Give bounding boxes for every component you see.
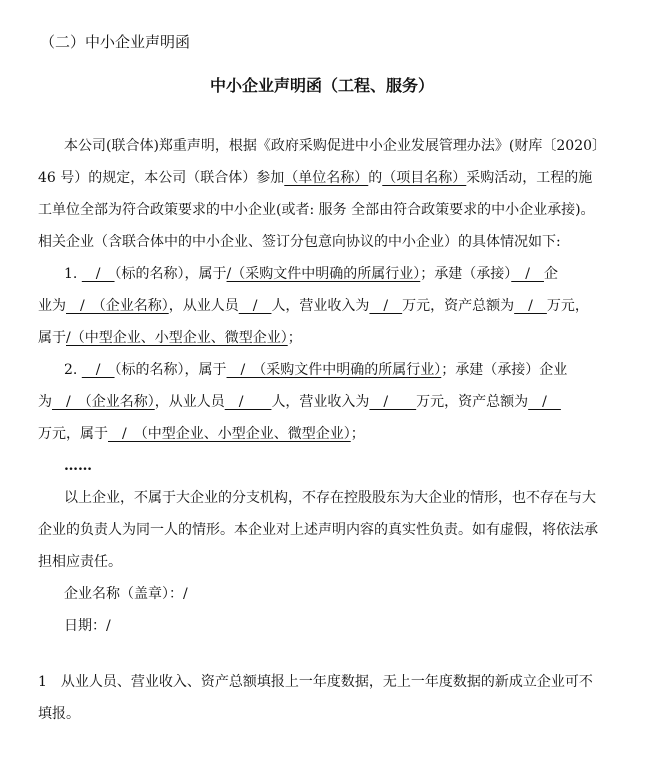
item-number: 2. bbox=[64, 362, 78, 378]
item-1-line-3 bbox=[38, 328, 302, 348]
industry-field: / （采购文件中明确的所属行业） bbox=[226, 362, 442, 378]
intro-text: 46 号）的规定，本公司（联合体）参加 bbox=[38, 170, 285, 186]
ellipsis: …… bbox=[64, 458, 92, 474]
company-name-field: / （企业名称） bbox=[66, 298, 169, 314]
item-text: ，从业人员 bbox=[154, 394, 225, 410]
assets-field: / bbox=[514, 298, 547, 314]
company-name-field: / （企业名称） bbox=[52, 394, 155, 410]
footnote-line-2: 填报。 bbox=[38, 706, 80, 722]
signature-date: 日期：/ bbox=[64, 618, 111, 634]
intro-line-1: 本公司(联合体)郑重声明，根据《政府采购促进中小企业发展管理办法》(财库〔2020〕 bbox=[64, 138, 607, 154]
assets-field: / bbox=[528, 394, 561, 410]
item-text: ，从业人员 bbox=[168, 298, 239, 314]
subject-field: / bbox=[81, 362, 115, 378]
item-text: 为 bbox=[38, 394, 52, 410]
item-2-line-3 bbox=[38, 424, 365, 444]
intro-line-3: 工单位全部为符合政策要求的中小企业(或者: 服务 全部由符合政策要求的中小企业承接)。 bbox=[38, 202, 595, 218]
intro-text: 采购活动，工程的施 bbox=[466, 170, 593, 186]
item-text: 属于 bbox=[38, 330, 66, 346]
item-text: 人，营业收入为 bbox=[271, 298, 370, 314]
intro-line-4: 相关企业（含联合体中的中小企业、签订分包意向协议的中小企业）的具体情况如下: bbox=[38, 234, 561, 250]
closing-line-2: 企业的负责人为同一人的情形。本企业对上述声明内容的真实性负责。如有虚假，将依法承 bbox=[38, 522, 598, 538]
item-text: 万元，属于 bbox=[38, 426, 108, 442]
item-1-line-1 bbox=[64, 264, 558, 284]
item-text: ；承建（承接） bbox=[420, 266, 512, 282]
industry-field: /（采购文件中明确的所属行业） bbox=[226, 266, 421, 282]
intro-line-2 bbox=[38, 168, 592, 188]
item-text: 万元， bbox=[546, 298, 589, 314]
item-number: 1. bbox=[64, 266, 78, 282]
item-text: ； bbox=[287, 330, 302, 346]
project-name-field: （项目名称） bbox=[382, 170, 467, 186]
item-text: 万元，资产总额为 bbox=[402, 298, 515, 314]
item-text: 业为 bbox=[38, 298, 66, 314]
unit-name-field: （单位名称） bbox=[284, 170, 369, 186]
item-2-line-2 bbox=[38, 392, 561, 412]
contractor-field: / bbox=[511, 266, 544, 282]
closing-line-1: 以上企业，不属于大企业的分支机构，不存在控股股东为大企业的情形，也不存在与大 bbox=[64, 490, 596, 506]
item-text: （标的名称），属于 bbox=[114, 362, 227, 378]
enterprise-size-field: / （中型企业、小型企业、微型企业） bbox=[108, 426, 351, 442]
document-title: 中小企业声明函（工程、服务） bbox=[210, 76, 435, 95]
enterprise-size-field: /（中型企业、小型企业、微型企业） bbox=[66, 330, 288, 346]
item-text: 人，营业收入为 bbox=[271, 394, 370, 410]
item-text: ； bbox=[350, 426, 365, 442]
revenue-field: / bbox=[369, 394, 417, 410]
item-text: （标的名称），属于 bbox=[114, 266, 227, 282]
subject-field: / bbox=[81, 266, 115, 282]
employees-field: / bbox=[238, 298, 272, 314]
company-name-signature: 企业名称（盖章）：/ bbox=[64, 586, 188, 602]
closing-line-3: 担相应责任。 bbox=[38, 554, 122, 570]
item-text: ；承建（承接）企业 bbox=[441, 362, 568, 378]
item-1-line-2 bbox=[38, 296, 589, 316]
footnote-line-1: 1 从业人员、营业收入、资产总额填报上一年度数据，无上一年度数据的新成立企业可不 bbox=[38, 674, 593, 690]
employees-field: / bbox=[224, 394, 272, 410]
item-2-line-1 bbox=[64, 360, 567, 380]
item-text: 万元，资产总额为 bbox=[416, 394, 529, 410]
item-text: 企 bbox=[543, 266, 558, 282]
revenue-field: / bbox=[369, 298, 403, 314]
intro-text: 的 bbox=[368, 170, 383, 186]
section-heading: （二）中小企业声明函 bbox=[40, 33, 191, 51]
